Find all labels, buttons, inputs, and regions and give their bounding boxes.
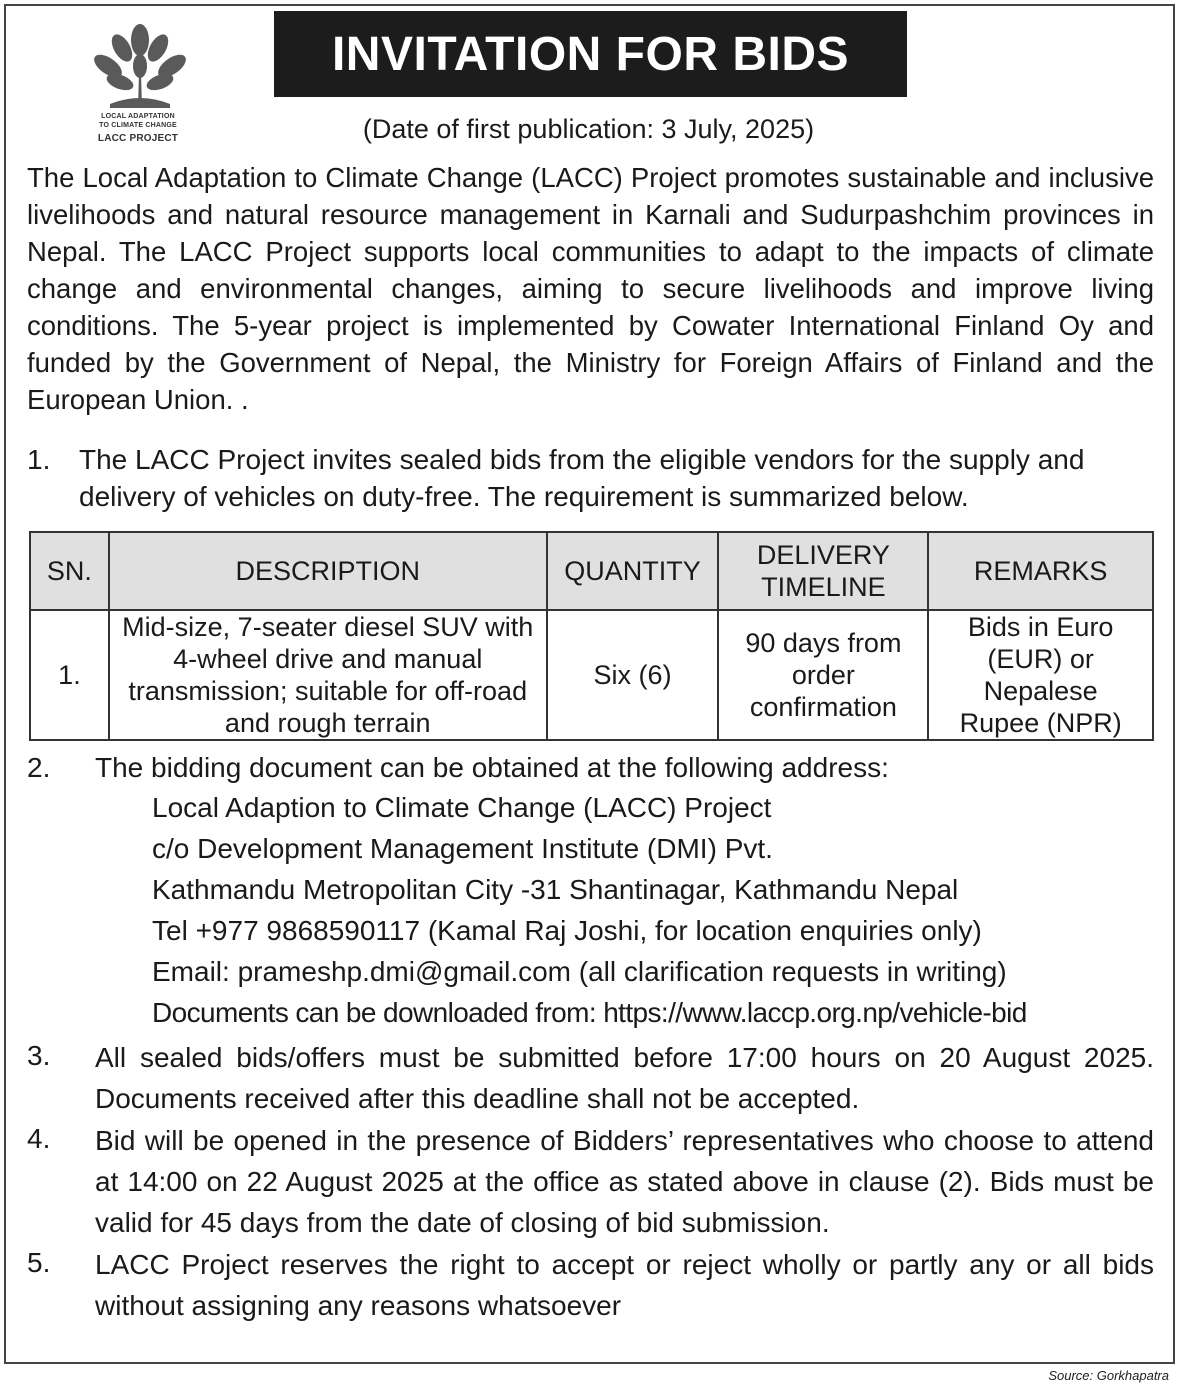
clause-3-number: 3. [27, 1040, 51, 1071]
publication-date [0, 114, 1181, 145]
download-link[interactable]: Documents can be downloaded from: https://www.laccp.org.np/vehicle-bid [152, 997, 1027, 1028]
page-title: INVITATION FOR BIDS [274, 11, 907, 97]
clause-1-number: 1. [27, 444, 51, 475]
table-header-row [30, 532, 1153, 610]
publication-date-text: (Date of first publication: 3 July, 2025) [362, 114, 815, 144]
address-line-2: c/o Development Management Institute (DMI) Pvt. [152, 833, 773, 864]
address-line-3: Kathmandu Metropolitan City -31 Shantinagar, Kathmandu Nepal [152, 874, 959, 905]
clause-3-text: All sealed bids/offers must be submitted before 17:00 hours on 20 August 2025. Documents received after this deadline shall not be accepted. [95, 1042, 1154, 1114]
clause-4-number: 4. [27, 1123, 51, 1154]
clause-2-number: 2. [27, 752, 51, 783]
header-description: DESCRIPTION [109, 532, 547, 610]
clause-1-text: The LACC Project invites sealed bids from the eligible vendors for the supply and delivery of vehicles on duty-free. The requirement is summarized below. [79, 444, 1085, 512]
header-delivery: DELIVERY TIMELINE [718, 532, 928, 610]
header-quantity: QUANTITY [547, 532, 719, 610]
header-remarks: REMARKS [928, 532, 1153, 610]
intro-paragraph: The Local Adaptation to Climate Change (LACC) Project promotes sustainable and inclusive livelihoods and natural resource management in Karnali and Sudurpashchim provinces in Nepal. The LACC Project supports local communities to adapt to the impacts of climate change and environmental changes, aiming to secure livelihoods and improve living conditions. The 5-year project is implemented by Cowater International Finland Oy and funded by the Government of Nepal, the Ministry for Foreign Affairs of Finland and the European Union. . [27, 162, 1154, 415]
address-line-4: Tel +977 9868590117 (Kamal Raj Joshi, for location enquiries only) [152, 915, 982, 946]
clause-2-text: The bidding document can be obtained at the following address: [95, 752, 889, 783]
cell-quantity: Six (6) [547, 610, 719, 740]
logo-text-line2: TO CLIMATE CHANGE [99, 122, 177, 129]
clause-5-number: 5. [27, 1247, 51, 1278]
cell-description: Mid-size, 7-seater diesel SUV with 4-wheel drive and manual transmission; suitable for off-road and rough terrain [109, 610, 547, 740]
clause-5-text: LACC Project reserves the right to accept or reject wholly or partly any or all bids without assigning any reasons whatsoever [95, 1249, 1154, 1321]
requirements-table [29, 531, 1154, 741]
address-line-5: Email: prameshp.dmi@gmail.com (all clarification requests in writing) [152, 956, 1007, 987]
cell-sn: 1. [30, 610, 109, 740]
logo-text-line1: LOCAL ADAPTATION [101, 113, 175, 120]
cell-remarks: Bids in Euro (EUR) or Nepalese Rupee (NPR) [928, 610, 1153, 740]
clause-4-text: Bid will be opened in the presence of Bidders’ representatives who choose to attend at 14:00 on 22 August 2025 at the office as stated above in clause (2). Bids must be valid for 45 days from the date of closing of bid submission. [95, 1125, 1154, 1238]
cell-delivery: 90 days from order confirmation [718, 610, 928, 740]
address-line-1: Local Adaption to Climate Change (LACC) Project [152, 792, 772, 823]
source-credit: Source: Gorkhapatra [1048, 1368, 1169, 1383]
table-row [30, 610, 1153, 740]
tree-leaves-icon [80, 18, 200, 118]
header-sn: SN. [30, 532, 109, 610]
logo-text-line3: LACC PROJECT [97, 133, 179, 144]
